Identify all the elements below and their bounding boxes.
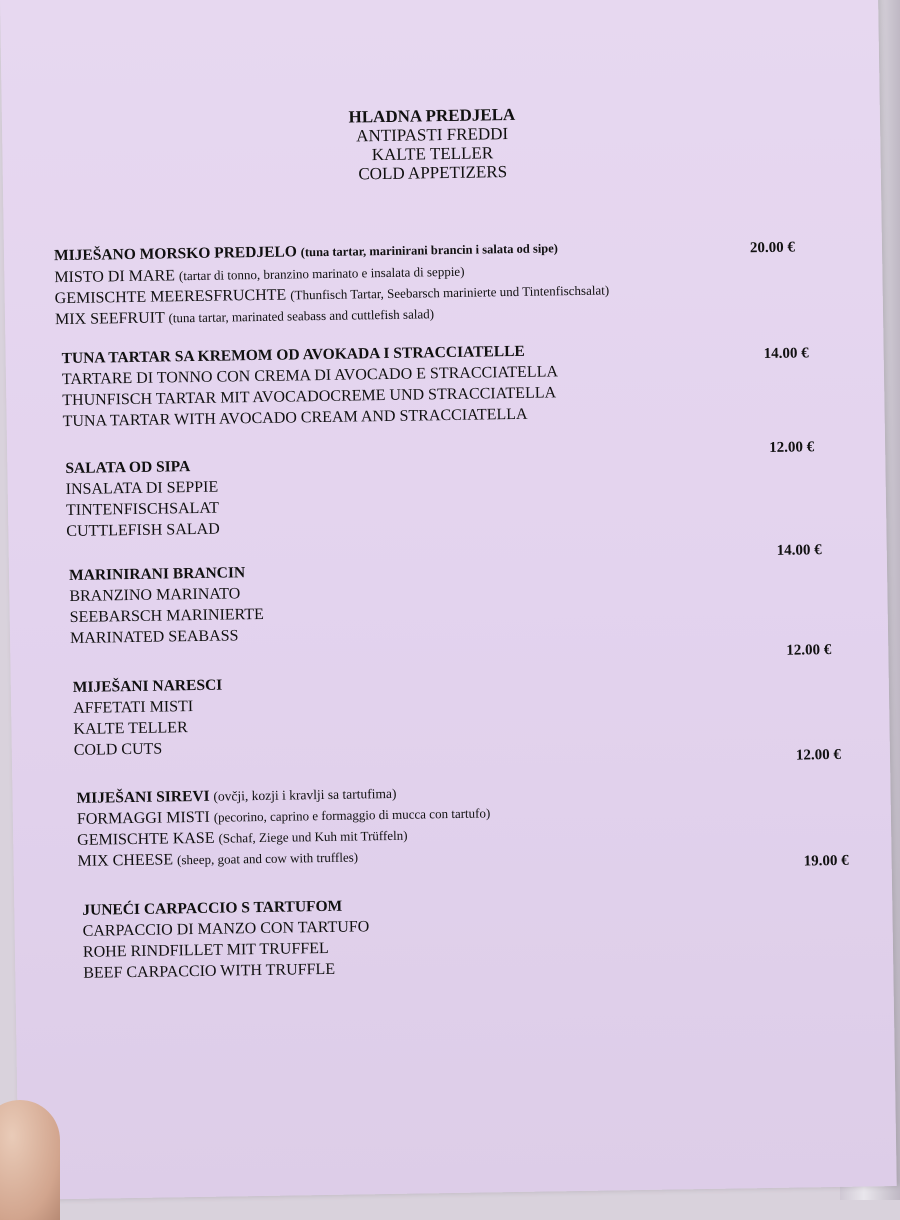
item-italian: TARTARE DI TONNO CON CREMA DI AVOCADO E STRACCIATELLA: [61, 363, 559, 389]
item-price: 20.00 €: [749, 239, 796, 257]
item-german: KALTE TELLER: [73, 719, 188, 738]
item-title: TUNA TARTAR SA KREMOM OD AVOKADA I STRACCIATELLE: [61, 342, 525, 368]
menu-item-tuna-tartar: [61, 340, 558, 432]
menu-item-cuttlefish-salad: [65, 456, 220, 542]
item-title: MIJEŠANI NARESCI: [72, 676, 223, 696]
menu-item-mixed-seafood: [54, 236, 610, 330]
item-title: JUNEĆI CARPACCIO S TARTUFOM: [82, 897, 343, 919]
item-german: GEMISCHTE MEERESFRUCHTE: [54, 286, 287, 308]
section-heading: [2, 99, 863, 188]
item-german: THUNFISCH TARTAR MIT AVOCADOCREME UND STRACCIATELLA: [62, 384, 557, 410]
item-title: MIJEŠANO MORSKO PREDJELO: [53, 243, 297, 265]
item-italian: CARPACCIO DI MANZO CON TARTUFO: [82, 918, 370, 940]
item-title-note: (tuna tartar, marinirani brancin i salata od sipe): [300, 241, 559, 260]
item-price: 14.00 €: [776, 542, 822, 559]
item-german: ROHE RINDFILLET MIT TRUFFEL: [82, 939, 329, 961]
menu-item-beef-carpaccio: [82, 895, 370, 983]
item-english: COLD CUTS: [73, 740, 163, 759]
item-title: SALATA OD SIPA: [65, 458, 191, 478]
menu-item-marinated-seabass: [69, 562, 264, 649]
heading-german: KALTE TELLER: [371, 143, 494, 165]
item-english: CUTTLEFISH SALAD: [66, 520, 220, 541]
item-price: 19.00 €: [803, 852, 849, 870]
heading-english: COLD APPETIZERS: [358, 162, 508, 184]
item-italian: AFFETATI MISTI: [73, 698, 194, 717]
item-italian-note: (tartar di tonno, branzino marinato e insalata di seppie): [178, 263, 465, 284]
item-english: MIX SEEFRUIT: [54, 309, 165, 329]
item-german: TINTENFISCHSALAT: [65, 499, 220, 520]
item-italian: INSALATA DI SEPPIE: [65, 478, 219, 499]
item-price: 12.00 €: [786, 642, 832, 659]
item-title-note: (ovčji, kozji i kravlji sa tartufima): [213, 785, 397, 804]
item-price: 12.00 €: [769, 439, 815, 456]
item-german: SEEBARSCH MARINIERTE: [69, 605, 264, 626]
item-italian: BRANZINO MARINATO: [69, 585, 241, 605]
item-title: MARINIRANI BRANCIN: [68, 564, 246, 584]
finger-holding-page: [0, 1100, 60, 1220]
item-english-note: (tuna tartar, marinated seabass and cuttlefish salad): [168, 306, 435, 326]
item-italian-note: (pecorino, caprino e formaggio di mucca con tartufo): [213, 805, 491, 825]
item-english: TUNA TARTAR WITH AVOCADO CREAM AND STRACCIATELLA: [62, 405, 528, 431]
item-english: BEEF CARPACCIO WITH TRUFFLE: [83, 960, 336, 982]
item-english: MARINATED SEABASS: [69, 627, 239, 647]
item-italian: FORMAGGI MISTI: [76, 808, 210, 828]
item-german: GEMISCHTE KASE: [77, 829, 215, 849]
item-german-note: (Schaf, Ziege und Kuh mit Trüffeln): [218, 827, 408, 846]
item-german-note: (Thunfisch Tartar, Seebarsch marinierte und Tintenfischsalat): [290, 282, 610, 303]
heading-italian: ANTIPASTI FREDDI: [356, 124, 509, 146]
item-title: MIJEŠANI SIREVI: [76, 787, 210, 807]
menu-item-cold-cuts: [73, 675, 224, 761]
item-english-note: (sheep, goat and cow with truffles): [176, 849, 359, 868]
item-italian: MISTO DI MARE: [54, 267, 176, 287]
menu-item-mixed-cheese: [76, 781, 491, 871]
item-price: 12.00 €: [795, 746, 842, 764]
heading-croatian: HLADNA PREDJELA: [348, 104, 516, 127]
item-english: MIX CHEESE: [77, 851, 174, 870]
item-price: 14.00 €: [763, 345, 809, 363]
